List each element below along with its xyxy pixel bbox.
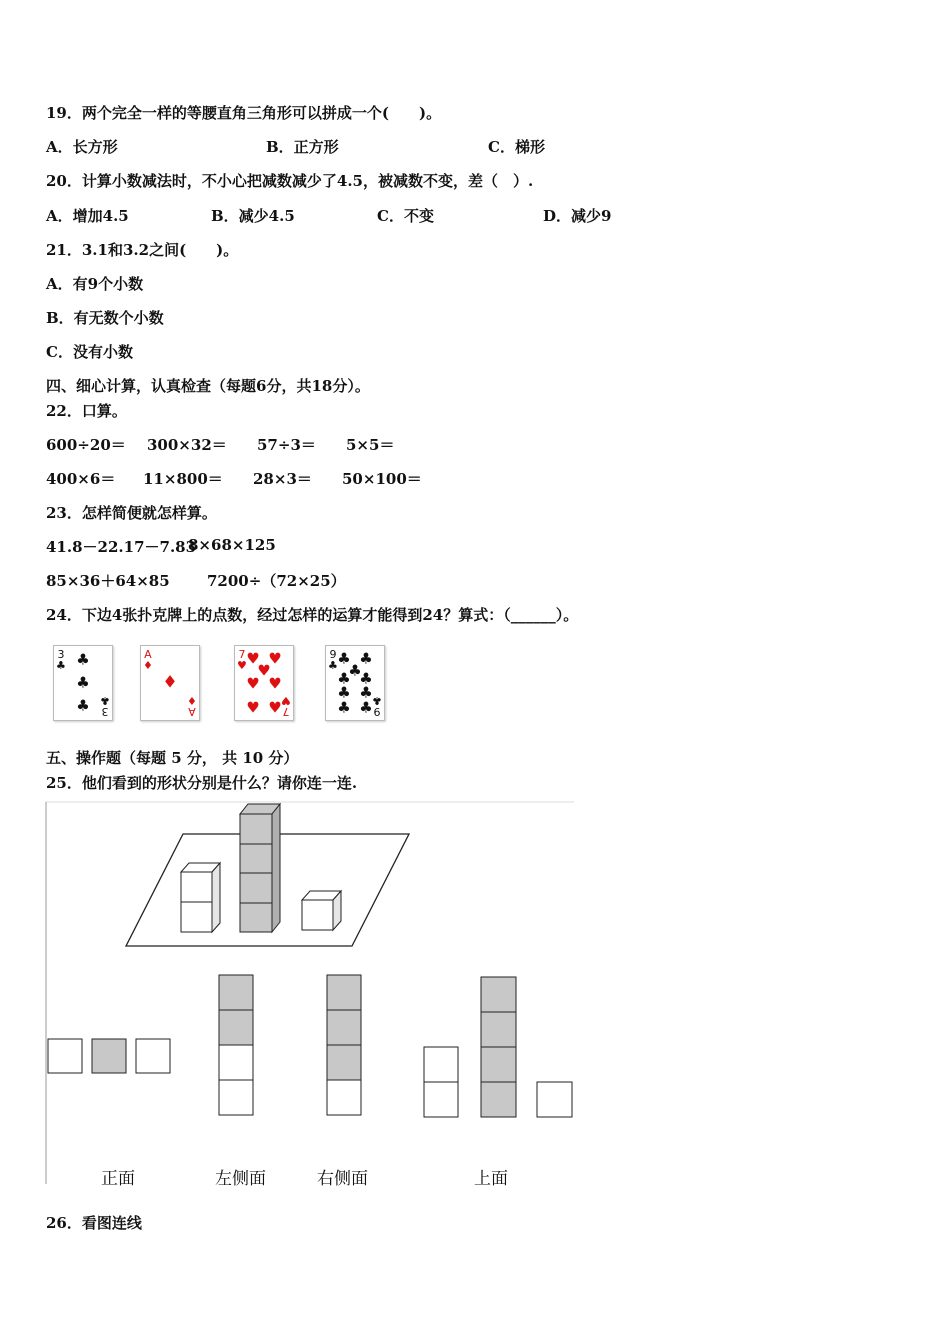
q23-text: 23．怎样简便就怎样算。 xyxy=(46,504,217,522)
q23-item: 7200÷（72×25） xyxy=(207,572,346,590)
cube-single xyxy=(302,891,341,930)
q21-option-c: C．没有小数 xyxy=(46,343,133,361)
card-corner: A ♦ xyxy=(143,648,153,672)
q22-text: 22．口算。 xyxy=(46,402,127,420)
q21-option-b: B．有无数个小数 xyxy=(46,309,164,327)
q20-option-b: B．减少4.5 xyxy=(211,207,295,225)
heart-icon: ♥ xyxy=(246,649,260,668)
label-left-side: 左侧面 xyxy=(215,1169,266,1189)
q23-item: 85×36＋64×85 xyxy=(46,572,170,590)
view-right xyxy=(327,975,361,1115)
heart-icon: ♥ xyxy=(246,674,260,693)
q22-item: 600÷20＝ xyxy=(46,436,126,454)
club-icon: ♣ xyxy=(337,698,351,717)
label-front: 正面 xyxy=(101,1169,135,1189)
view-left xyxy=(219,975,253,1115)
card-corner: 3 ♣ xyxy=(56,648,66,672)
q19-text: 19．两个完全一样的等腰直角三角形可以拼成一个( )。 xyxy=(46,104,442,122)
q19-option-c: C．梯形 xyxy=(488,138,545,156)
cube-stack-left xyxy=(181,863,220,932)
q22-item: 28×3＝ xyxy=(253,470,312,488)
playing-card-9-clubs xyxy=(325,645,385,721)
q24-text: 24．下边4张扑克牌上的点数，经过怎样的运算才能得到24？算式：（______）。 xyxy=(46,606,579,624)
section4-title: 四、细心计算，认真检查（每题6分，共18分）。 xyxy=(46,377,370,395)
q26-text: 26．看图连线 xyxy=(46,1214,142,1232)
diamond-icon: ♦ xyxy=(162,672,178,693)
cube-stack-tall xyxy=(240,804,280,932)
club-icon: ♣ xyxy=(359,669,373,688)
card-corner: A ♦ xyxy=(187,694,197,718)
label-right-side: 右侧面 xyxy=(317,1169,368,1189)
card-corner: 9 ♣ xyxy=(372,694,382,718)
club-icon: ♣ xyxy=(359,698,373,717)
playing-card-3-clubs xyxy=(53,645,113,721)
q19-option-a: A．长方形 xyxy=(46,138,118,156)
card-corner: 7 ♥ xyxy=(237,648,247,672)
q21-text: 21．3.1和3.2之间( )。 xyxy=(46,241,239,259)
heart-icon: ♥ xyxy=(257,661,271,680)
q20-option-c: C．不变 xyxy=(377,207,434,225)
view-top xyxy=(424,977,572,1117)
q20-option-d: D．减少9 xyxy=(543,207,612,225)
section5-title: 五、操作题（每题 5 分， 共 10 分） xyxy=(46,749,299,767)
club-icon: ♣ xyxy=(76,650,90,669)
view-front xyxy=(48,1039,170,1073)
card-corner: 9 ♣ xyxy=(328,648,338,672)
club-icon: ♣ xyxy=(76,673,90,692)
q25-text: 25．他们看到的形状分别是什么？请你连一连. xyxy=(46,774,358,792)
heart-icon: ♥ xyxy=(268,649,282,668)
club-icon: ♣ xyxy=(359,683,373,702)
q22-item: 300×32＝ xyxy=(147,436,227,454)
q19-option-b: B．正方形 xyxy=(266,138,339,156)
q22-item: 57÷3＝ xyxy=(257,436,316,454)
q23-item: 41.8－22.17－7.83 xyxy=(46,538,197,556)
q21-option-a: A．有9个小数 xyxy=(46,275,144,293)
club-icon: ♣ xyxy=(337,649,351,668)
label-top: 上面 xyxy=(474,1169,508,1189)
q22-item: 5×5＝ xyxy=(346,436,395,454)
heart-icon: ♥ xyxy=(246,698,260,717)
q22-item: 11×800＝ xyxy=(143,470,223,488)
card-corner: 7 ♥ xyxy=(281,694,291,718)
playing-card-ace-diamonds xyxy=(140,645,200,721)
club-icon: ♣ xyxy=(348,661,362,680)
heart-icon: ♥ xyxy=(268,698,282,717)
q22-item: 400×6＝ xyxy=(46,470,116,488)
q22-item: 50×100＝ xyxy=(342,470,422,488)
playing-card-7-hearts xyxy=(234,645,294,721)
club-icon: ♣ xyxy=(337,683,351,702)
card-corner: 3 ♣ xyxy=(100,694,110,718)
club-icon: ♣ xyxy=(337,669,351,688)
club-icon: ♣ xyxy=(359,649,373,668)
q20-option-a: A．增加4.5 xyxy=(46,207,129,225)
views-diagram xyxy=(44,800,576,1190)
heart-icon: ♥ xyxy=(268,674,282,693)
club-icon: ♣ xyxy=(76,696,90,715)
q20-text: 20．计算小数减法时，不小心把减数减少了4.5，被减数不变，差（ ）. xyxy=(46,172,534,190)
q23-item: 8×68×125 xyxy=(188,536,276,554)
